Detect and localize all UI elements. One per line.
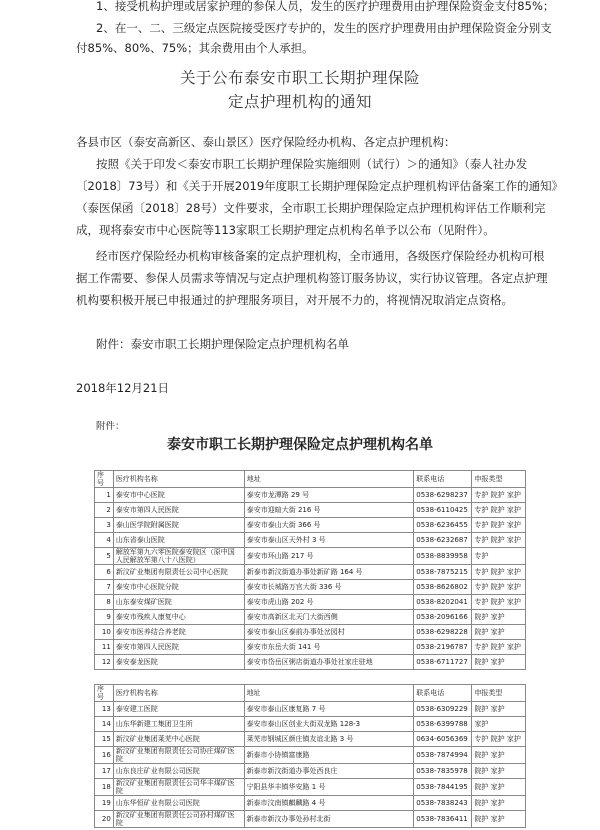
contact-phone: 0538-2196787 [414,640,472,655]
table-row [95,779,526,796]
institution-name: 解放军第九六零医院泰安院区（原中国人民解放军第八十八医院） [113,548,244,565]
contact-phone: 0538-6110425 [414,503,472,518]
row-number: 8 [95,595,114,610]
institution-name: 泰安市中心医院 [113,488,244,503]
institution-address: 泰安市岱岳区粥店街道办事处社家庄驻地 [244,655,414,670]
institution-address: 新泰市新汶办事处孙村北街 [244,811,414,828]
header-type-2: 申报类型 [472,685,526,702]
table-row [95,610,526,625]
institution-address: 宁阳县华丰镇华安路 1 号 [244,779,414,796]
contact-phone: 0538-8626802 [414,580,472,595]
para2-line-2: 据工作需要、参保人员需求等情况与定点护理机构签订服务协议，实行协议管理。各定点护理 [76,271,548,285]
table-body-2 [95,702,526,828]
table-header-row-2 [95,685,526,702]
institution-name: 泰安建工医院 [113,702,244,717]
institution-name: 泰安市残疾人康复中心 [113,610,244,625]
contact-phone: 0538-6298237 [414,488,472,503]
para2-line-3: 机构要积极开展已申报通过的护理服务项目，对开展不力的，将视情况取消定点资格。 [76,293,513,307]
institution-name: 山东省泰山医院 [113,533,244,548]
row-number: 18 [95,779,114,796]
service-type: 专护 院护 家护 [472,488,526,503]
service-type: 专护 [472,548,526,565]
para1-line-1: 按照《关于印发＜泰安市职工长期护理保险实施细则（试行）＞的通知》（泰人社办发 [96,157,528,171]
institution-address: 泰安市长城路万官大街 336 号 [244,580,414,595]
institution-name: 山东良庄矿业有限公司医院 [113,764,244,779]
intro-line-1: 1、接受机构护理或居家护理的参保人员，发生的医疗护理费用由护理保险资金支付85%； [96,0,555,13]
institution-name: 泰安市第四人民医院 [113,503,244,518]
row-number: 19 [95,796,114,811]
header-type: 申报类型 [472,471,526,488]
service-type: 家护 [472,717,526,732]
service-type: 院护 家护 [472,764,526,779]
service-type: 院护 家护 [472,779,526,796]
service-type: 院护 家护 [472,702,526,717]
service-type: 专护 院护 家护 [472,565,526,580]
row-number: 15 [95,732,114,747]
table-row [95,580,526,595]
institution-address: 泰安市泰山区泰前办事处岔园村 [244,625,414,640]
table-row [95,533,526,548]
service-type: 专护 院护 家护 [472,595,526,610]
institution-address: 泰安市泰山大街 366 号 [244,518,414,533]
contact-phone: 0538-7835978 [414,764,472,779]
institution-address: 泰安市迎暄大街 216 号 [244,503,414,518]
para2-line-1: 经市医疗保险经办机构审核备案的定点护理机构，全市通用，各级医疗保险经办机构可根 [96,249,545,263]
institution-name: 泰山医学院附属医院 [113,518,244,533]
header-no: 序号 [95,471,114,488]
contact-phone: 0538-8839958 [414,548,472,565]
contact-phone: 0538-7836411 [414,811,472,828]
contact-phone: 0634-6056369 [414,732,472,747]
institution-address: 新泰市新汶街道办事处新矿路 164 号 [244,565,414,580]
institution-table-1 [94,470,526,670]
table-row [95,655,526,670]
service-type: 院护 家护 [472,610,526,625]
service-type: 院护 家护 [472,796,526,811]
contact-phone: 0538-6309229 [414,702,472,717]
institution-address: 泰安市龙潭路 29 号 [244,488,414,503]
table-row [95,625,526,640]
contact-phone: 0538-6298228 [414,625,472,640]
table-row [95,503,526,518]
table-row [95,732,526,747]
row-number: 6 [95,565,114,580]
row-number: 7 [95,580,114,595]
row-number: 16 [95,747,114,764]
contact-phone: 0538-6236455 [414,518,472,533]
salutation: 各县市区（泰安高新区、泰山景区）医疗保险经办机构、各定点护理机构： [76,135,456,149]
row-number: 9 [95,610,114,625]
service-type: 院护 家护 [472,655,526,670]
row-number: 1 [95,488,114,503]
table-row [95,702,526,717]
row-number: 5 [95,548,114,565]
service-type: 院护 家护 [472,747,526,764]
table-row [95,640,526,655]
table-row [95,717,526,732]
header-phone: 联系电话 [414,471,472,488]
para1-line-4: 成，现将泰安市中心医院等113家职工长期护理定点机构名单予以公布（见附件）。 [76,223,495,237]
contact-phone: 0538-7875215 [414,565,472,580]
institution-address: 新泰市新汶街道办事处西良庄 [244,764,414,779]
table-row [95,565,526,580]
row-number: 17 [95,764,114,779]
contact-phone: 0538-6232687 [414,533,472,548]
table-row [95,764,526,779]
contact-phone: 0538-7874994 [414,747,472,764]
table-header-row [95,471,526,488]
service-type: 院护 家护 [472,811,526,828]
row-number: 10 [95,625,114,640]
para1-line-2: 〔2018〕73号）和《关于开展2019年度职工长期护理保险定点护理机构评估备案工作的通知》 [76,179,564,193]
para1-line-3: （泰医保函〔2018〕28号）文件要求，全市职工长期护理保险定点护理机构评估工作顺利完 [76,201,546,215]
table-row [95,488,526,503]
row-number: 12 [95,655,114,670]
contact-phone: 0538-2096166 [414,610,472,625]
notice-title-line-1: 关于公布泰安市职工长期护理保险 [179,69,420,87]
institution-address: 新泰市小协镇富康路 [244,747,414,764]
header-name-2: 医疗机构名称 [113,685,244,702]
row-number: 11 [95,640,114,655]
institution-name: 山东华恒矿业有限公司医院 [113,796,244,811]
row-number: 4 [95,533,114,548]
document-date: 2018年12月21日 [76,381,170,395]
institution-address: 泰安市泰山区天外村 3 号 [244,533,414,548]
institution-name: 新汶矿业集团有限责任公司孙村煤矿医院 [113,811,244,828]
header-name: 医疗机构名称 [113,471,244,488]
institution-address: 泰安市虎山路 202 号 [244,595,414,610]
institution-address: 泰安市泰山区康复路 7 号 [244,702,414,717]
institution-name: 泰安市医养结合养老院 [113,625,244,640]
institution-name: 新汶矿业集团有限责任公司中心医院 [113,565,244,580]
intro-line-3: 付85%、80%、75%；其余费用由个人承担。 [76,41,314,55]
table-row [95,747,526,764]
attachment-label: 附件： [96,421,125,432]
institution-table-2 [94,684,526,828]
contact-phone: 0538-6711727 [414,655,472,670]
institution-name: 新汶矿业集团有限责任公司协庄煤矿医院 [113,747,244,764]
institution-address: 泰安市高新区北天门大街西侧 [244,610,414,625]
table-row [95,548,526,565]
institution-name: 山东泰安煤矿医院 [113,595,244,610]
intro-line-2: 2、在一、二、三级定点医院接受医疗专护的，发生的医疗护理费用由护理保险资金分别支 [96,21,552,35]
contact-phone: 0538-7838243 [414,796,472,811]
institution-address: 泰安市东岳大街 141 号 [244,640,414,655]
service-type: 专护 院护 家护 [472,518,526,533]
contact-phone: 0538-8202041 [414,595,472,610]
header-no-2: 序号 [95,685,114,702]
institution-name: 泰安市第四人民医院 [113,640,244,655]
row-number: 2 [95,503,114,518]
header-address-2: 地址 [244,685,414,702]
header-address: 地址 [244,471,414,488]
service-type: 专护 院护 家护 [472,732,526,747]
institution-name: 新汶矿业集团有限责任公司华丰煤矿医院 [113,779,244,796]
table-row [95,595,526,610]
institution-address: 莱芜市钢城区颜庄镇友谊北路 3 号 [244,732,414,747]
service-type: 院护 家护 [472,625,526,640]
list-title: 泰安市职工长期护理保险定点护理机构名单 [167,437,433,453]
institution-name: 泰安泰龙医院 [113,655,244,670]
row-number: 20 [95,811,114,828]
notice-title-line-2: 定点护理机构的通知 [227,93,372,111]
institution-name: 泰安市中心医院分院 [113,580,244,595]
institution-name: 山东华新建工集团卫生所 [113,717,244,732]
institution-address: 泰安市环山路 217 号 [244,548,414,565]
institution-address: 新泰市汶南镇麒麟路 4 号 [244,796,414,811]
service-type: 专护 院护 家护 [472,503,526,518]
row-number: 13 [95,702,114,717]
table-row [95,811,526,828]
service-type: 专护 院护 家护 [472,580,526,595]
contact-phone: 0538-7844195 [414,779,472,796]
institution-name: 新汶矿业集团莱芜中心医院 [113,732,244,747]
table-row [95,796,526,811]
contact-phone: 0538-6399788 [414,717,472,732]
service-type: 专护 院护 家护 [472,640,526,655]
row-number: 3 [95,518,114,533]
header-phone-2: 联系电话 [414,685,472,702]
table-body-1 [95,488,526,670]
table-row [95,518,526,533]
row-number: 14 [95,717,114,732]
institution-address: 泰安市泰山区创业大街双龙路 128-3 [244,717,414,732]
service-type: 专护 院护 家护 [472,533,526,548]
attachment-note: 附件：泰安市职工长期护理保险定点护理机构名单 [96,337,349,351]
